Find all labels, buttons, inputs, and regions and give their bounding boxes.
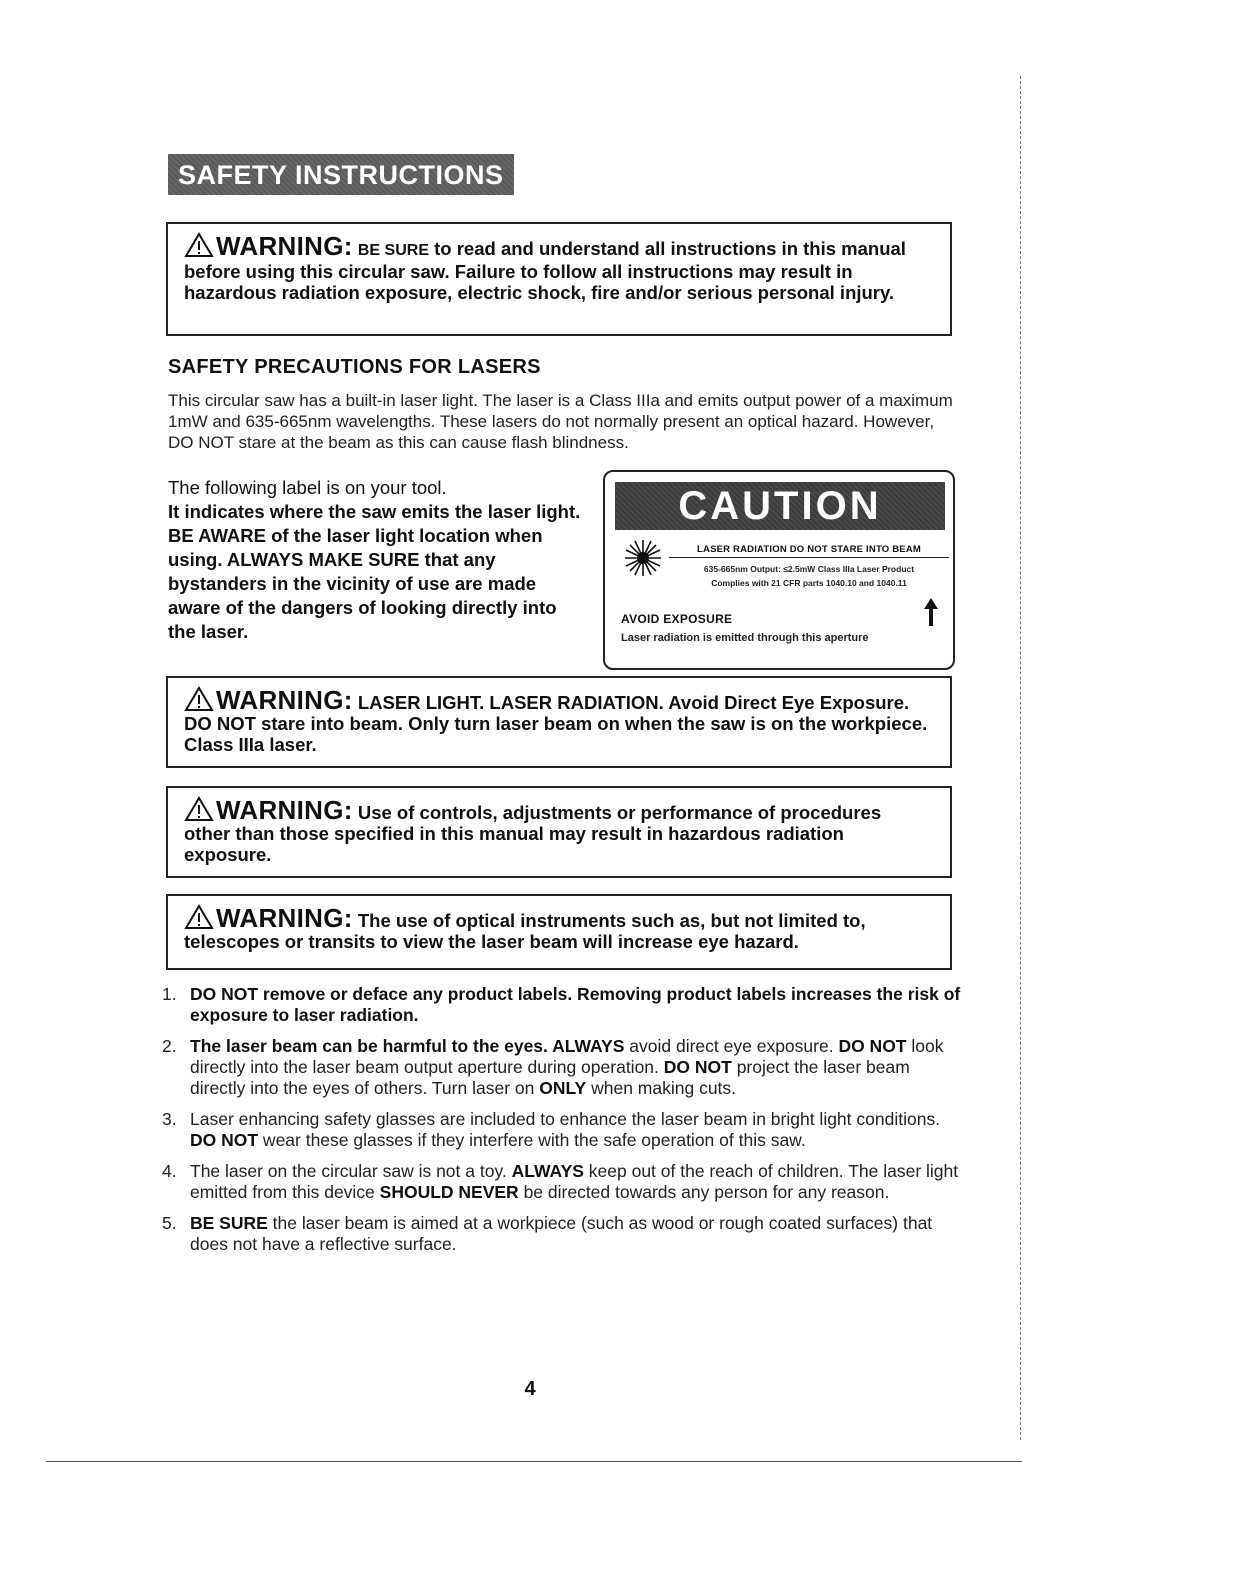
list-item-number: 1. (162, 984, 177, 1004)
warning-box-2 (166, 676, 952, 768)
caution-label (603, 470, 955, 670)
list-item-emphasis: ALWAYS (511, 1161, 584, 1181)
list-item (162, 1109, 962, 1151)
list-item-text: Laser enhancing safety glasses are included to enhance the laser beam in bright light conditions. (190, 1109, 941, 1129)
bottom-divider (46, 1461, 1022, 1462)
list-item-text: be directed towards any person for any reason. (518, 1182, 890, 1202)
list-item (162, 1161, 962, 1203)
list-item-emphasis: ONLY (539, 1078, 587, 1098)
list-item-emphasis: DO NOT (838, 1036, 907, 1056)
laser-burst-icon (623, 538, 663, 578)
warning-lead: LASER LIGHT. LASER RADIATION. (357, 692, 664, 713)
list-item-emphasis: SHOULD NEVER (379, 1182, 519, 1202)
caution-avoid-exposure: AVOID EXPOSURE (621, 612, 733, 626)
label-intro-first: The following label is on your tool. (168, 477, 447, 498)
warning-box-4 (166, 894, 952, 970)
warning-box-3 (166, 786, 952, 878)
warning-text: Use of controls, adjustments or performance of procedures other than those specified in this manual may result in hazardous radiation exposure. (184, 802, 882, 865)
list-item-emphasis: DO NOT (190, 1130, 259, 1150)
warning-triangle-icon (184, 796, 214, 822)
list-item-text: The laser on the circular saw is not a toy. (190, 1161, 512, 1181)
warning-text: Avoid Direct Eye Exposure. DO NOT stare into beam. Only turn laser beam on when the saw is on the workpiece. Class IIIa laser. (184, 692, 928, 755)
list-item-text: wear these glasses if they interfere with the safe operation of this saw. (258, 1130, 806, 1150)
list-item-text: keep out of the reach of children. The laser light emitted from this device (190, 1161, 959, 1202)
caution-aperture-text: Laser radiation is emitted through this aperture (621, 632, 869, 644)
list-item-text: the laser beam is aimed at a workpiece (such as wood or rough coated surfaces) that does not have a reflective surface. (190, 1213, 933, 1254)
list-item (162, 1213, 962, 1255)
warning-text: to read and understand all instructions in this manual before using this circular saw. Failure to follow all instructions may result in hazardous radiation exposure, electric shock, fire and/or serious personal injury. (184, 238, 906, 303)
caution-heading: CAUTION (615, 482, 945, 530)
warning-label: WARNING: (216, 795, 353, 825)
list-item-text: look directly into the laser beam output aperture during operation. (190, 1036, 944, 1077)
warning-text: The use of optical instruments such as, but not limited to, telescopes or transits to view the laser beam will increase eye hazard. (184, 910, 866, 952)
list-item-emphasis: DO NOT remove or deface any product labels. Removing product labels increases the risk of exposure to laser radiation. (190, 984, 961, 1025)
list-item-number: 2. (162, 1036, 177, 1056)
list-item-text: when making cuts. (586, 1078, 737, 1098)
warning-label: WARNING: (216, 231, 353, 261)
list-item (162, 984, 962, 1026)
warning-triangle-icon (184, 232, 214, 258)
precaution-list (162, 984, 962, 1265)
list-item-text: avoid direct eye exposure. (624, 1036, 839, 1056)
warning-label: WARNING: (216, 903, 353, 933)
list-item (162, 1036, 962, 1099)
warning-triangle-icon (184, 686, 214, 712)
warning-box-1 (166, 222, 952, 336)
label-intro-rest: It indicates where the saw emits the laser light. BE AWARE of the laser light location when using. ALWAYS MAKE SURE that any bystanders in the vicinity of use are made aware of the dangers of looking directly into the laser. (168, 501, 581, 642)
list-item-number: 5. (162, 1213, 177, 1233)
list-item-number: 3. (162, 1109, 177, 1129)
label-intro (168, 476, 588, 644)
section-title: SAFETY INSTRUCTIONS (168, 154, 514, 195)
caution-line-2: 635-665nm Output: ≤2.5mW Class IIIa Laser Product (703, 564, 915, 574)
caution-line-3: Complies with 21 CFR parts 1040.10 and 1040.11 (711, 578, 907, 588)
warning-label: WARNING: (216, 685, 353, 715)
list-item-emphasis: DO NOT (663, 1057, 732, 1077)
page-number: 4 (524, 1378, 536, 1400)
arrow-up-icon (923, 598, 939, 626)
list-item-emphasis: The laser beam can be harmful to the eyes. ALWAYS (190, 1036, 625, 1056)
warning-lead: BE SURE (357, 242, 429, 259)
intro-paragraph: This circular saw has a built-in laser light. The laser is a Class IIIa and emits output power of a maximum 1mW and 635-665nm wavelengths. These lasers do not normally present an optical hazard. However, DO NOT stare at the beam as this can cause flash blindness. (168, 391, 953, 452)
list-item-text: project the laser beam directly into the eyes of others. Turn laser on (190, 1057, 910, 1098)
warning-triangle-icon (184, 904, 214, 930)
right-margin-rule (1020, 76, 1021, 1440)
subheading: SAFETY PRECAUTIONS FOR LASERS (168, 356, 541, 378)
list-item-emphasis: BE SURE (190, 1213, 268, 1233)
caution-line-1: LASER RADIATION DO NOT STARE INTO BEAM (669, 544, 949, 558)
list-item-number: 4. (162, 1161, 177, 1181)
